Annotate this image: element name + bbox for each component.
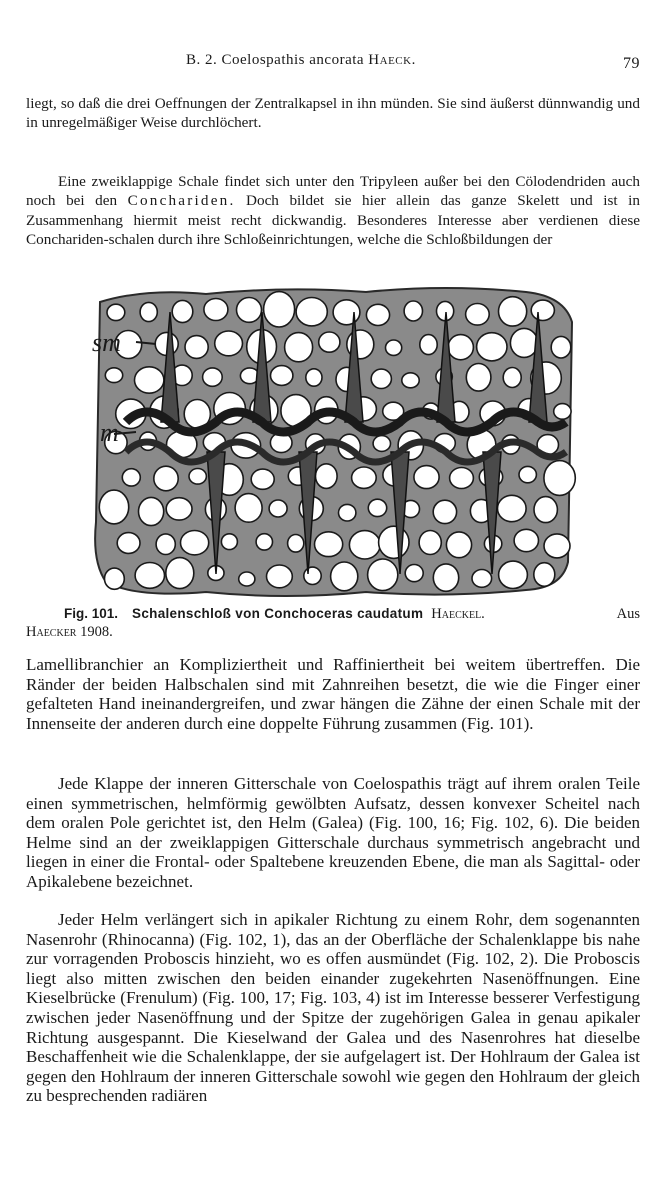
pore [477, 333, 507, 361]
pore [172, 300, 193, 322]
pore [433, 564, 458, 591]
pore [264, 292, 295, 327]
pore [386, 340, 402, 355]
pore [122, 469, 140, 486]
pore [352, 467, 377, 488]
pore [333, 300, 360, 325]
pore [450, 468, 474, 489]
caption-source: Haecker 1908. [26, 624, 113, 640]
pore [285, 333, 313, 362]
caption-aus: Aus [616, 606, 640, 622]
pore [379, 526, 409, 558]
term-conchariden: Conchariden. [127, 192, 236, 210]
pore [315, 532, 343, 557]
running-head-title: B. 2. Coelospathis ancorata Haeck. [186, 52, 416, 68]
pore [503, 368, 521, 388]
pore [466, 364, 491, 392]
caption-number: Fig. 101. [64, 606, 119, 621]
pore [446, 532, 471, 558]
pore [331, 562, 358, 591]
pore [306, 369, 322, 386]
pore [203, 368, 223, 386]
pore [256, 534, 272, 550]
shell-hinge-figure [86, 282, 580, 600]
pore [420, 335, 437, 355]
pore [105, 568, 125, 589]
pore [373, 436, 390, 452]
pore [139, 497, 164, 525]
pore [448, 335, 473, 360]
paragraph-1: liegt, so daß die drei Oeffnungen der Zentralkapsel in ihn münden. Sie sind äußerst dünnwandig und in unregelmäßiger Weise durchlöchert. [26, 95, 640, 132]
pore [166, 558, 194, 589]
caption-title: Schalenschloß von Conchoceras caudatum [132, 606, 424, 621]
pore [499, 297, 527, 326]
running-head [0, 52, 664, 76]
pore [534, 563, 555, 587]
pore [156, 534, 175, 555]
pore [404, 301, 422, 321]
paragraph-3: Lamellibranchier an Kompliziertheit und Raffiniertheit bei weitem übertreffen. Die Ränder der beiden Halbschalen sind mit Zahnreihen besetzt, die wie die Finger einer gefalteten Hand ineinandergreifen, und zwar hängen die Zähne der einen Schale mit der Innenseite der anderen durch eine doppelte Führung zusammen (Fig. 101). [26, 655, 640, 733]
pore [107, 304, 125, 320]
pore [349, 531, 380, 559]
pore [181, 531, 209, 555]
pore [366, 304, 389, 325]
pore [166, 498, 192, 520]
pore [304, 567, 321, 584]
figure-label-m: m [100, 418, 119, 447]
pore [414, 466, 439, 489]
pore [419, 531, 441, 555]
pore [288, 535, 304, 553]
pore [269, 500, 287, 517]
pore [316, 464, 338, 489]
pore [371, 369, 391, 388]
pore [189, 469, 206, 485]
pore [296, 298, 327, 326]
paragraph-4: Jede Klappe der inneren Gitterschale von Coelospathis trägt auf ihrem oralen Teile einen symmetrischen, helmförmig gewölbten Aufsatz, dessen konvexer Scheitel nach dem oralen Pole gerichtet ist, den Helm (Galea) (Fig. 100, 16; Fig. 102, 6). Die beiden Helme sind an der zweiklappigen Gitterschale durchaus symmetrisch angebracht und liegen in einer die Frontal- oder Spaltebene kreuzenden Ebene, die man als Sagittal- oder Apikalebene bezeichnet. [26, 774, 640, 891]
pore [339, 504, 356, 521]
pore [239, 572, 255, 586]
pore [554, 404, 571, 420]
pore [105, 368, 122, 383]
pore [510, 328, 537, 357]
pore [215, 331, 243, 356]
pore [204, 299, 228, 321]
page-number: 79 [623, 55, 640, 72]
pore [251, 469, 274, 489]
pore [271, 366, 293, 386]
pore [551, 336, 571, 358]
pore [154, 466, 178, 491]
pore [405, 565, 423, 582]
paragraph-2: Eine zweiklappige Schale findet sich unter den Tripyleen außer bei den Cölodendriden auch noch bei den Conchariden. Doch bildet sie hier allein das ganze Skelett und ist in Zusammenhang hiermit meist recht dickwandig. Besonderes Interesse aber verdienen diese Conchariden-schalen durch ihre Schloßeinrichtungen, welche die Schloßbildungen der [26, 173, 640, 249]
pore [531, 300, 554, 320]
pore [368, 559, 398, 591]
pore [185, 336, 208, 359]
pore [534, 497, 557, 523]
pore [368, 499, 386, 516]
pore [498, 495, 527, 521]
pore [472, 570, 492, 588]
caption-author: Haeckel. [431, 606, 485, 622]
pore [135, 563, 164, 589]
pore [319, 332, 340, 352]
paragraph-5: Jeder Helm verlängert sich in apikaler Richtung zu einem Rohr, dem sogenannten Nasenrohr (Rhinocanna) (Fig. 102, 1), das an der Oberfläche der Schalenklappe bis nahe zur vorragenden Proboscis hinzieht, wo es offen ausmündet (Fig. 102, 2). Die Proboscis liegt also mitten zwischen den beiden einander zugekehrten Nasenöffnungen. Eine Kieselbrücke (Frenulum) (Fig. 100, 17; Fig. 103, 4) ist im Interesse besserer Verfestigung zwischen jeder Nasenöffnung und der Spitze der zugehörigen Galea in genau apikaler Richtung ausgespannt. Die Kieselwand der Galea und des Nasenrohres hat dieselbe Beschaffenheit wie die Schalenklappe, der sie aufgelagert ist. Der Hohlraum der Galea ist gegen den Hohlraum der inneren Gitterschale sowohl wie gegen den Hohlraum der gleich zu besprechenden radiären [26, 910, 640, 1106]
pore [499, 561, 528, 588]
pore [433, 500, 456, 523]
running-head-author: Haeck. [368, 52, 416, 68]
pore [235, 494, 262, 523]
pore [99, 490, 128, 524]
pore [402, 373, 419, 388]
figure-label-sm: sm [92, 328, 121, 357]
pore [221, 534, 237, 550]
pore [544, 534, 570, 558]
figure-caption [26, 605, 640, 641]
pore [117, 533, 140, 554]
pore [267, 565, 293, 588]
pore [514, 529, 538, 551]
pore [519, 466, 536, 482]
pore [140, 302, 157, 321]
pore [237, 298, 262, 323]
pore [544, 461, 575, 496]
pore [466, 304, 490, 326]
pore [135, 367, 164, 393]
